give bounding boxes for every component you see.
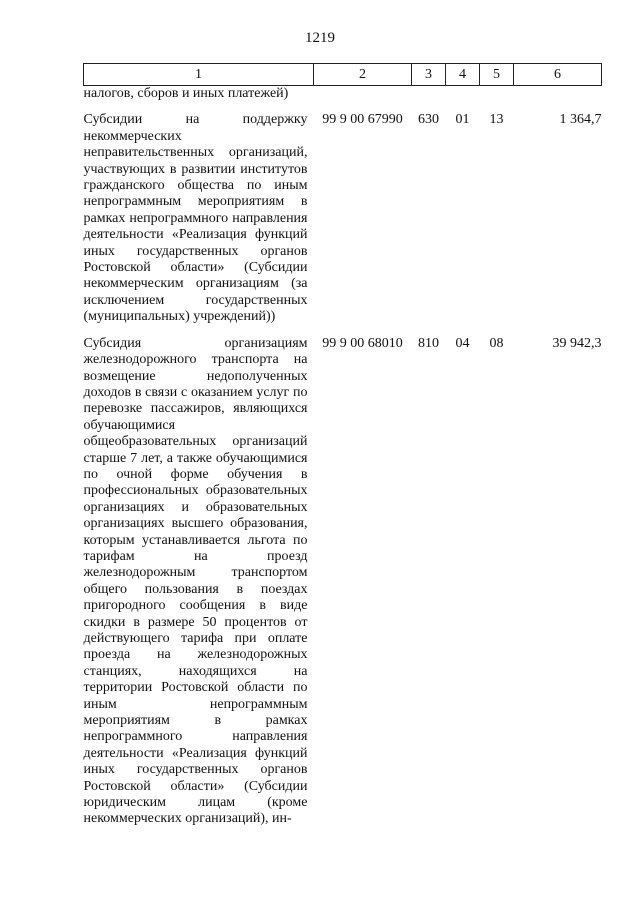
table-row <box>84 86 602 103</box>
table-row <box>84 102 602 325</box>
column-header: 1 <box>84 64 314 86</box>
row-amount <box>514 86 602 103</box>
row-code: 99 9 00 68010 <box>322 335 403 351</box>
row-pr: 08 <box>489 335 504 351</box>
row-code <box>314 86 412 103</box>
budget-table <box>83 63 602 828</box>
row-rz: 04 <box>455 335 470 351</box>
row-description: Субсидия организациям железнодорожного транспорта на возмещение недополученных доходов в связи с оказанием услуг по перевозке пассажиров, являющихся обучающимися общеобразовательных организаций старше 7 лет, а также обучающимися по очной форме обучения в профессиональных образовательных организациях и образовательных организациях высшего образования, которым устанавливается льгота по тарифам на проезд железнодорожным транспортом общего пользования в поездах пригородного сообщения в виде скидки в размере 50 процентов от действующего тарифа при оплате проезда на железнодорожных станциях, находящихся на территории Ростовской области по иным непрограммным мероприятиям в рамках непрограммного направления деятельности «Реализация функций иных государственных органов Ростовской области» (Субсидии юридическим лицам (кроме некоммерческих организаций), ин- <box>83 335 308 827</box>
row-pr <box>480 86 514 103</box>
row-description: Субсидии на поддержку некоммерческих неправительственных организаций, участвующих в развитии институтов гражданского общества по иным непрограммным мероприятиям в рамках непрограммного направления деятельности «Реализация функций иных государственных органов Ростовской области» (Субсидии некоммерческим организациям (за исключением государственных (муниципальных) учреждений)) <box>83 112 308 325</box>
row-rz: 01 <box>455 112 470 128</box>
header-row <box>84 64 602 86</box>
column-header: 5 <box>480 64 514 86</box>
column-header: 6 <box>514 64 602 86</box>
row-vr <box>412 86 446 103</box>
row-vr: 630 <box>418 112 439 128</box>
row-code: 99 9 00 67990 <box>322 112 403 128</box>
column-header: 3 <box>412 64 446 86</box>
column-header: 4 <box>446 64 480 86</box>
row-amount: 39 942,3 <box>552 335 602 351</box>
row-pr: 13 <box>489 112 504 128</box>
page-number: 1219 <box>305 30 335 46</box>
row-vr: 810 <box>418 335 439 351</box>
column-header: 2 <box>314 64 412 86</box>
table-row <box>84 326 602 828</box>
row-rz <box>446 86 480 103</box>
row-amount: 1 364,7 <box>559 112 602 128</box>
row-description: налогов, сборов и иных платежей) <box>83 86 289 101</box>
